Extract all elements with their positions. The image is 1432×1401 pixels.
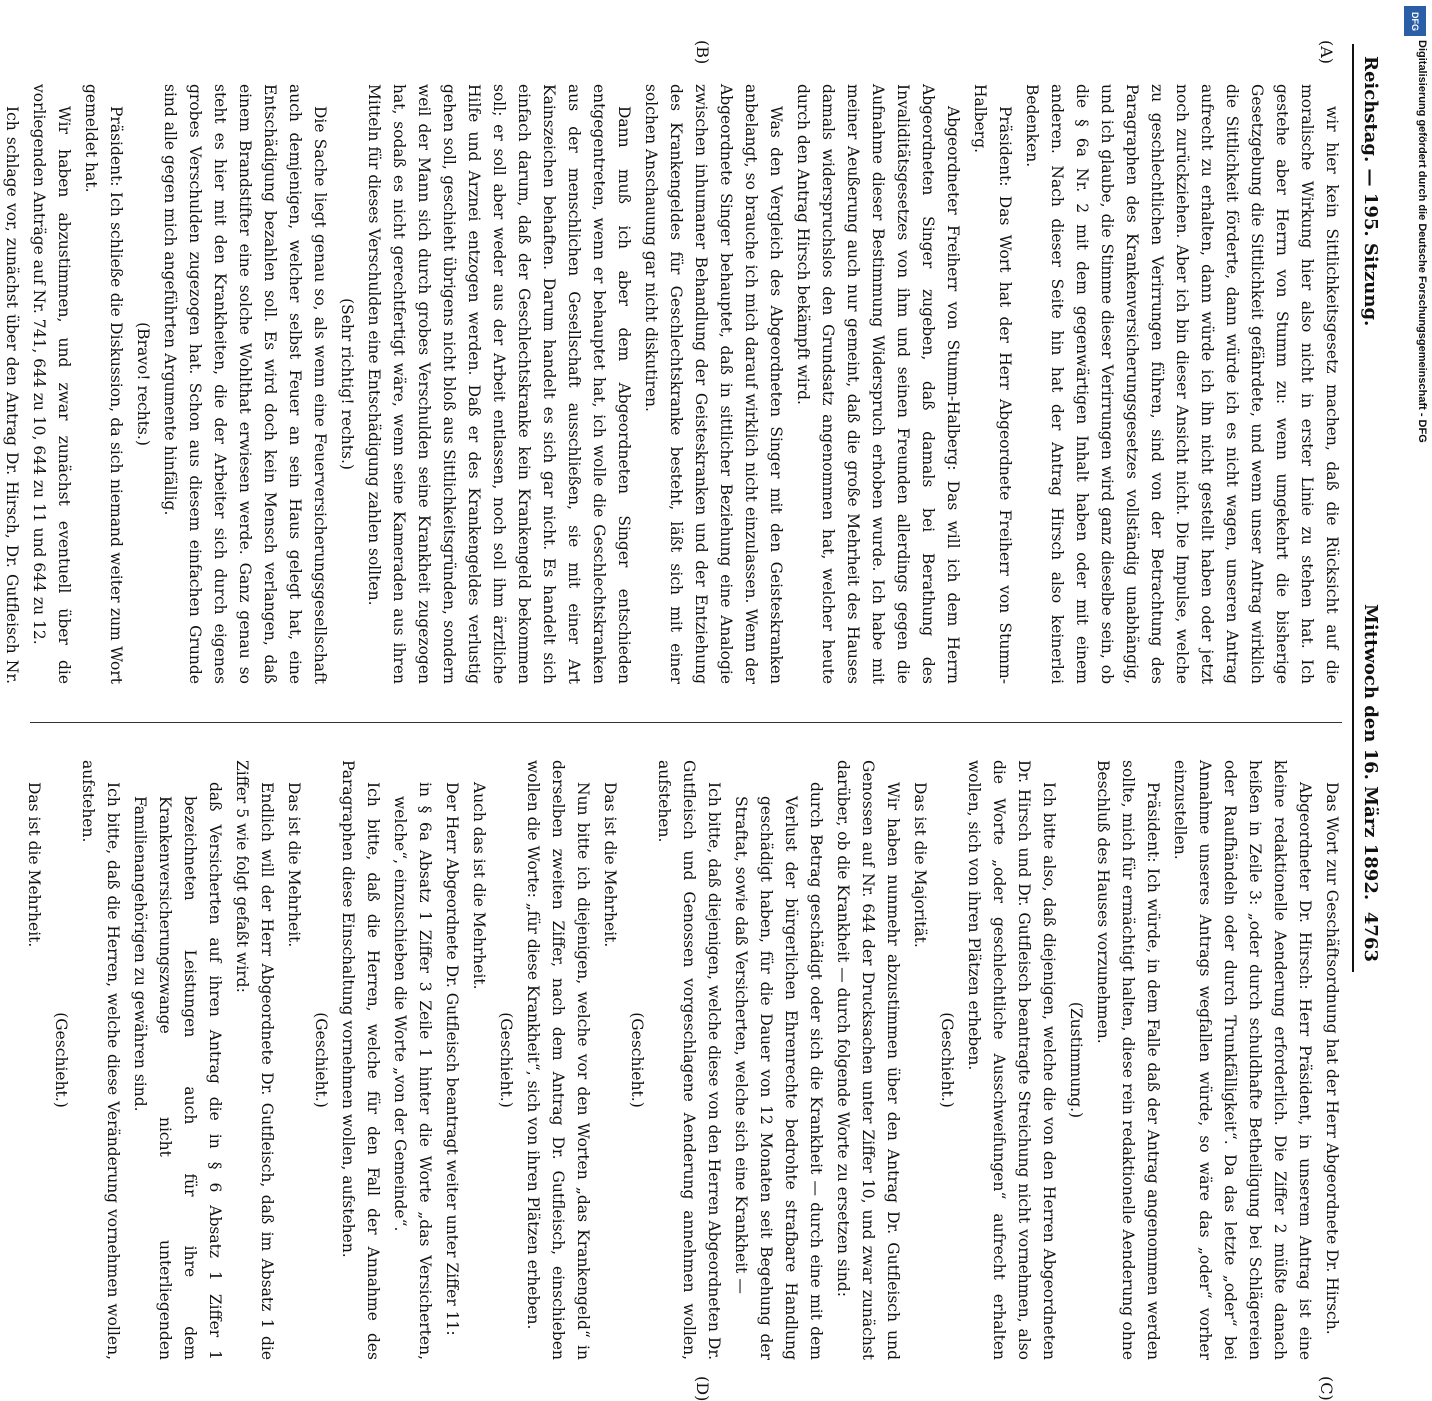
paragraph: Präsident: Ich schließe die Diskussion, da sich niemand weiter zum Wort gemeldet hat. bbox=[82, 84, 125, 684]
margin-letter-b: (B) bbox=[693, 40, 712, 65]
paragraph: Was den Vergleich des Abgeordneten Singer mit den Geisteskranken anbelangt, so brauche ich mich darauf wirklich nicht einzulassen. Wenn der Abgeordnete Singer behauptet, daß in sittlicher Beziehung eine Analogie zwischen inhumaner Behandlung der Geisteskranken und der Entziehung des Krankengeldes für Geschlechtskranke besteht, läßt sich mit einer solchen Anschauung gar nicht diskutiren. bbox=[642, 84, 785, 684]
paragraph: Präsident: Ich würde, in dem Falle daß der Antrag angenommen werden sollte, mich für ermächtigt halten, diese rein redaktionelle Aenderung ohne Beschluß des Hauses vorzunehmen. bbox=[1094, 760, 1162, 1360]
paragraph: (Sehr richtig! rechts.) bbox=[338, 298, 356, 470]
paragraph: Ich bitte, daß die Herren, welche diese Veränderung vornehmen wollen, aufstehen. bbox=[79, 760, 122, 1360]
digitization-note bbox=[1398, 0, 1432, 1000]
paragraph: wir hier kein Sittlichkeitsgesetz machen, daß die Rücksicht auf die moralische Wirkung hier also nicht in erster Linie zu stehen hat. Ich gestehe aber Herrn von Stumm zu: wenn umgekehrt die bisherige Gesetzgebung die Sittlichkeit gefährdete, und wenn unser Antrag wirklich die Sittlichkeit förderte, dann würde ich es nicht wagen, unseren Antrag aufrecht zu erhalten, dann würde ich ihn nicht gestellt haben oder jetzt noch zurückziehen. Aber ich bin dieser Ansicht nicht. Die Impulse, welche zu geschlechtlichen Verirrungen führen, sind von der Betrachtung des Paragraphen des Krankenversicherungsgesetzes vollständig unabhängig, und ich glaube, die Stimme dieser Verirrungen wird ganz dieselbe sein, ob die § 6a Nr. 2 mit dem gegenwärtigen Inhalt haben oder mit einem anderen. Nach dieser Seite hin hat der Antrag Hirsch also keinerlei Bedenken. bbox=[1023, 84, 1341, 684]
paragraph: Die Sache liegt genau so, als wenn eine Feuerversicherungsgesellschaft auch demjenigen, welcher selbst Feuer an sein Haus gelegt hat, eine Entschädigung bezahlen soll. Es wird doch kein Mensch verlangen, daß einem Brandstifter eine solche Wohlthat erwiesen werde. Ganz genau so steht es hier mit den Krankheiten, die der Arbeiter sich durch eigenes grobes Verschulden zugezogen hat. Schon aus diesem einfachen Grunde sind alle gegen mich angeführten Argumente hinfällig. bbox=[161, 84, 329, 684]
digitization-credit: Digitalisierung gefördert durch die Deutsche Forschungsgemeinschaft - DFG bbox=[1416, 40, 1428, 443]
column-divider bbox=[30, 722, 1342, 723]
running-head bbox=[1352, 44, 1390, 972]
paragraph: in § 6a Absatz 1 Ziffer 3 Zeile 1 hinter die Worte „das Versicherten, welche“, einzuschieben die Worte „von der Gemeinde“. bbox=[391, 782, 434, 1360]
paragraph: Ich bitte also, daß diejenigen, welche die von den Herren Abgeordneten Dr. Hirsch und Dr. Gutfleisch beantragte Streichung nicht vornehmen, also die Worte „oder geschlechtliche Ausschweifungen“ aufrecht erhalten wollen, sich von ihren Plätzen erheben. bbox=[965, 760, 1058, 1360]
margin-letter-a: (A) bbox=[1317, 40, 1336, 65]
paragraph: Das ist die Mehrheit. bbox=[25, 782, 43, 948]
paragraph: Das ist die Mehrheit. bbox=[601, 782, 619, 948]
dfg-logo-icon: DFG bbox=[1404, 6, 1426, 36]
header-center: Mittwoch den 16. März 1892. bbox=[1360, 604, 1381, 901]
paragraph: daß Versicherten auf ihren Antrag die in § 6 Absatz 1 Ziffer 1 bezeichneten Leistungen auch für ihre dem Krankenversicherungszwange nicht unterliegenden Familienangehörigen zu gewähren sind. bbox=[131, 782, 224, 1360]
paragraph: Wir haben abzustimmen, und zwar zunächst eventuell über die vorliegenden Anträge auf Nr. 741, 644 zu 10, 644 zu 11 und 644 zu 12. bbox=[30, 84, 73, 684]
paragraph: Endlich will der Herr Abgeordnete Dr. Gutfleisch, daß im Absatz 1 die Ziffer 5 wie folgt gefaßt wird: bbox=[233, 760, 276, 1360]
paragraph: Präsident: Das Wort hat der Herr Abgeordnete Freiherr von Stumm-Halberg. bbox=[971, 84, 1014, 684]
paragraph: (Geschieht.) bbox=[52, 1012, 70, 1108]
paragraph: Ich bitte, daß die Herren, welche für den Fall der Annahme des Paragraphen diese Einschaltung vornehmen wollen, aufstehen. bbox=[339, 760, 382, 1360]
paragraph: Wir haben nunmehr abzustimmen über den Antrag Dr. Gutfleisch und Genossen auf Nr. 644 der Drucksachen unter Ziffer 10, und zwar zunächst darüber, ob die Krankheit — durch folgende Worte zu ersetzen sind: bbox=[834, 760, 902, 1360]
header-left: Reichstag. — 195. Sitzung. bbox=[1360, 56, 1381, 327]
paragraph: Ich bitte, daß diejenigen, welche diese von den Herren Abgeordneten Dr. Gutfleisch und Genossen vorgeschlagene Aenderung annehmen wollen, aufstehen. bbox=[655, 760, 723, 1360]
paragraph: (Geschieht.) bbox=[628, 1012, 646, 1108]
paragraph: Ich schlage vor, zunächst über den Antrag Dr. Hirsch, Dr. Gutfleisch Nr. bbox=[3, 106, 21, 684]
paragraph: Das ist die Mehrheit. bbox=[285, 782, 303, 948]
paragraph: (Zustimmung.) bbox=[1067, 1001, 1085, 1119]
paragraph: Abgeordneter Freiherr von Stumm-Halberg: Das will ich dem Herrn Abgeordneten Singer zugeben, daß damals bei Berathung des Invaliditätsgesetzes von ihm und seinen Freunden allerdings gegen die Aufnahme dieser Bestimmung Widerspruch erhoben wurde. Ich habe mit meiner Aeußerung auch nur gemeint, daß die große Mehrheit des Hauses damals widerspruchslos den Grundsatz angenommen hat, welcher heute durch den Antrag Hirsch bekämpft wird. bbox=[794, 84, 962, 684]
paragraph: Der Herr Abgeordnete Dr. Gutfleisch beantragt weiter unter Ziffer 11: bbox=[443, 782, 461, 1336]
margin-letter-c: (C) bbox=[1317, 1376, 1336, 1401]
paragraph: Abgeordneter Dr. Hirsch: Herr Präsident, in unserem Antrag ist eine kleine redaktionelle Aenderung erforderlich. Die Ziffer 2 müßte danach heißen in Zeile 3: „oder durch schuldhafte Betheiligung bei Schlägereien oder Raufhändeln oder durch Trunkfälligkeit“. Da das letzte „oder“ bei Annahme unseres Antrags wegfallen würde, so wäre das „oder“ vorher einzustellen. bbox=[1171, 760, 1314, 1360]
paragraph: durch Betrag geschädigt oder sich die Krankheit — durch eine mit dem Verlust der bürgerlichen Ehrenrechte bedrohte strafbare Handlung geschädigt haben, für die Dauer von 12 Monaten seit Begehung der Straftat, sowie daß Versicherten, welche sich eine Krankheit — bbox=[732, 782, 825, 1360]
paragraph: Nun bitte ich diejenigen, welche vor den Worten „das Krankengeld“ in derselben zweiten Ziffer, nach dem Antrag Dr. Gutfleisch, einschieben wollen die Worte: „für diese Krankheit“, sich von ihren Plätzen erheben. bbox=[524, 760, 592, 1360]
left-column bbox=[3, 84, 1344, 684]
paragraph: Das Wort zur Geschäftsordnung hat der Herr Abgeordnete Dr. Hirsch. bbox=[1323, 782, 1341, 1335]
paragraph: (Geschieht.) bbox=[938, 1012, 956, 1108]
paragraph: (Geschieht.) bbox=[312, 1012, 330, 1108]
paragraph: (Geschieht.) bbox=[497, 1012, 515, 1108]
margin-letter-d: (D) bbox=[693, 1376, 712, 1401]
paragraph: Auch das ist die Mehrheit. bbox=[470, 782, 488, 990]
paragraph: (Bravo! rechts.) bbox=[134, 322, 152, 446]
paragraph: Das ist die Majorität. bbox=[911, 782, 929, 948]
page-number: 4763 bbox=[1360, 911, 1381, 962]
paragraph: Dann muß ich aber dem Abgeordneten Singer entschieden entgegentreten, wenn er behauptet hat, ich wolle die Geschlechtskranken aus der menschlichen Gesellschaft ausschließen, sie mit einer Art Kainszeichen behaften. Darum handelt es sich gar nicht. Es handelt sich einfach darum, daß der Geschlechtskranke kein Krankengeld bekommen soll; er soll aber weder aus der Arbeit entlassen, noch soll ihm ärztliche Hilfe und Arznei entzogen werden. Daß er des Krankengeldes verlustig gehen soll, geschieht übrigens nicht bloß aus Sittlichkeitsgründen, sondern weil der Mann sich durch grobes Verschulden seine Krankheit zugezogen hat, sodaß es nicht gerechtfertigt wäre, wenn seine Kameraden aus ihren Mitteln für dieses Verschulden eine Entschädigung zahlen sollten. bbox=[365, 84, 633, 684]
right-column bbox=[26, 760, 1344, 1360]
